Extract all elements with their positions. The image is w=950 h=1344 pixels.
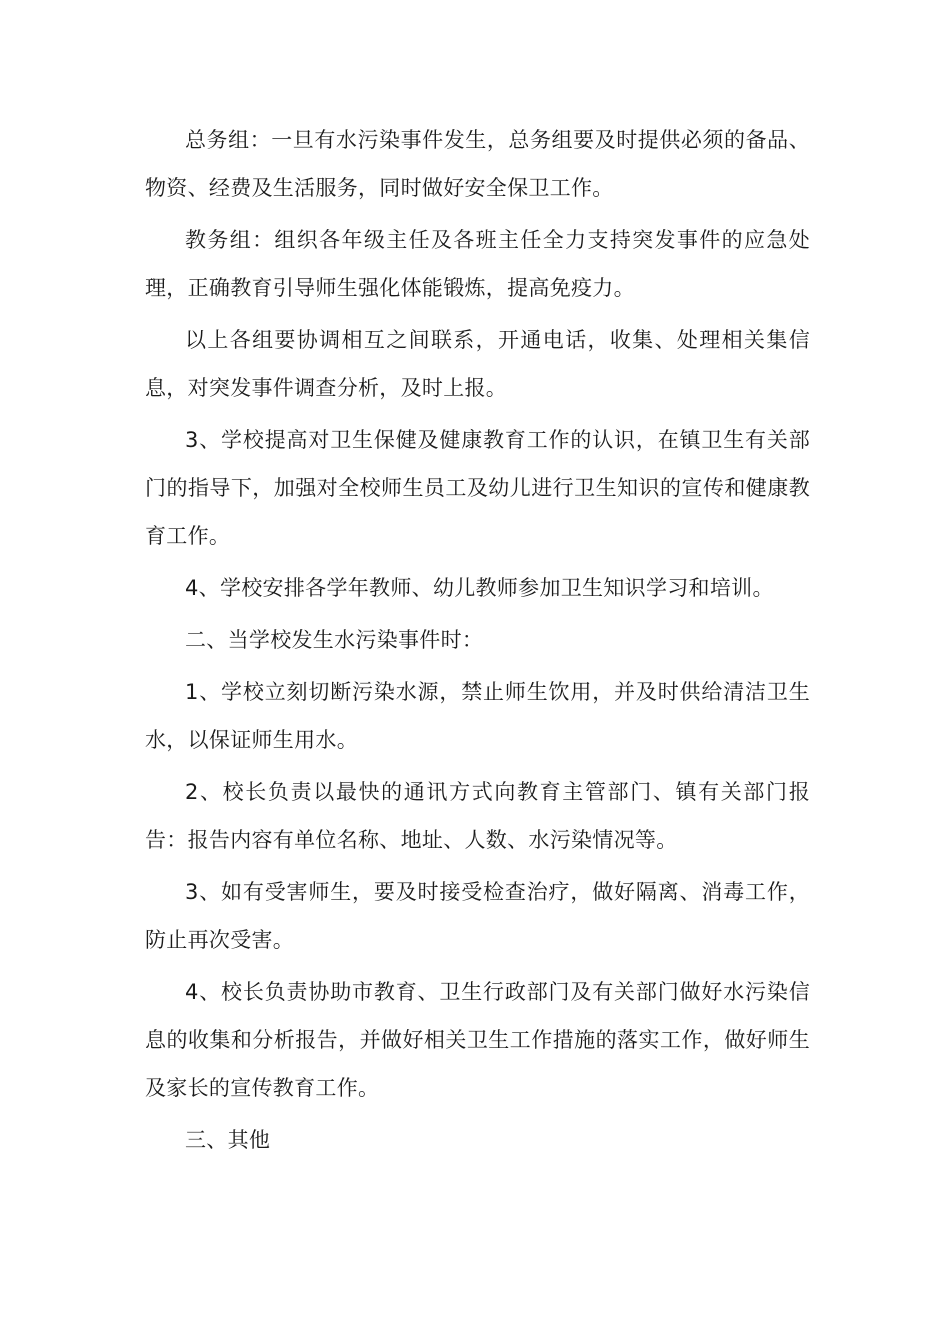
paragraph-item-3-health-education: 3、学校提高对卫生保健及健康教育工作的认识，在镇卫生有关部门的指导下，加强对全校师生员工及幼儿进行卫生知识的宣传和健康教育工作。	[145, 428, 810, 548]
paragraph-step-2: 2、校长负责以最快的通讯方式向教育主管部门、镇有关部门报告：报告内容有单位名称、地址、人数、水污染情况等。	[145, 780, 810, 852]
section-heading-2: 二、当学校发生水污染事件时：	[185, 628, 484, 652]
paragraph-item-4-training: 4、学校安排各学年教师、幼儿教师参加卫生知识学习和培训。	[185, 576, 774, 600]
document-body	[145, 116, 810, 1164]
paragraph-coordination: 以上各组要协调相互之间联系，开通电话，收集、处理相关集信息，对突发事件调查分析，及时上报。	[145, 328, 810, 400]
paragraph-academic-affairs: 教务组：组织各年级主任及各班主任全力支持突发事件的应急处理，正确教育引导师生强化体能锻炼，提高免疫力。	[145, 228, 810, 300]
paragraph-step-3: 3、如有受害师生，要及时接受检查治疗，做好隔离、消毒工作，防止再次受害。	[145, 880, 810, 952]
paragraph-step-4: 4、校长负责协助市教育、卫生行政部门及有关部门做好水污染信息的收集和分析报告，并做好相关卫生工作措施的落实工作，做好师生及家长的宣传教育工作。	[145, 980, 810, 1100]
paragraph-general-affairs: 总务组：一旦有水污染事件发生，总务组要及时提供必须的备品、物资、经费及生活服务，同时做好安全保卫工作。	[145, 128, 810, 200]
paragraph-step-1: 1、学校立刻切断污染水源，禁止师生饮用，并及时供给清洁卫生水，以保证师生用水。	[145, 680, 810, 752]
section-heading-3: 三、其他	[185, 1128, 271, 1152]
